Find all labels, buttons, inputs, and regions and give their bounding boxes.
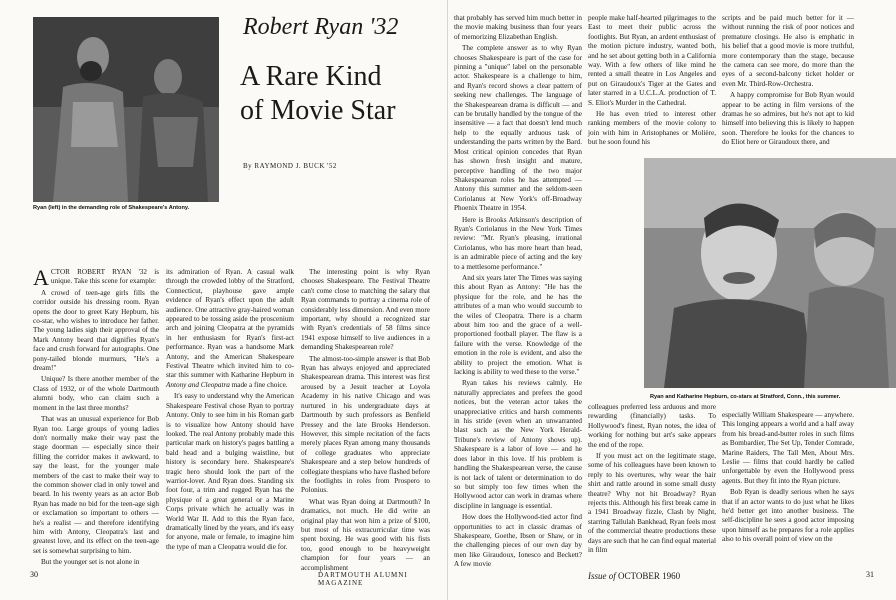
paragraph-text: its admiration of Ryan. A casual walk through the crowded lobby of the Stratford, Connecticut, playhouse gave ample evidence of Ryan's effect upon the adult audience. One attractive gray-haired woman appeared to be tossing aside the proscenium arch and joining Cleopatra at the pyramids in her enthusiasm for Ryan's first-act performance. Ryan was a handsome Mark Antony, and the American Shakespeare Festival Theatre which invited him to co-star this summer with Katharine Hepburn in <box>166 268 294 380</box>
lead-in: CTOR ROBERT RYAN <box>50 268 132 276</box>
issue-date: OCTOBER 1960 <box>618 571 681 581</box>
right-column-2-lower <box>588 403 716 558</box>
title-line-2: of Movie Star <box>240 95 396 126</box>
paragraph: How does the Hollywood-tied actor find opportunities to act in classic dramas of Shakespeare, Goethe, Ibsen or Shaw, or in the challenging pieces of our own day by men like Giraudoux, Ionesco and Beckett? A few movie <box>454 513 582 569</box>
paragraph: A crowd of teen-age girls fills the corridor outside his dressing room. Ryan opens the door to greet Katy Hepburn, his co-star, who wishes to introduce her father. The young ladies sigh their approval of the Mark Antony beard that dignifies Ryan's face and crush forward for autographs. One pony-tailed blonde murmurs, "He's a dream!" <box>33 288 159 373</box>
paragraph: colleagues preferred less arduous and more rewarding (financially) tasks. To Hollywood's finest, Ryan notes, the idea of working for nothing but art's sake appears the end of the rope. <box>588 403 716 449</box>
paragraph: What was Ryan doing at Dartmouth? In dramatics, not much. He did write an original play that won him a prize of $100, but most of his extracurricular time was spent boxing. He was good with his fists too, good enough to be heavyweight champion for four years — an accomplishment <box>301 497 430 572</box>
paragraph: The interesting point is why Ryan chooses Shakespeare. The Festival Theatre can't come close to matching the salary that Ryan commands to portray a cinema role of considerably less dimension. And even more important, why should a recognized star with Ryan's credentials of 58 films since 1941 expose himself to live audiences in a demanding Shakespearean role? <box>301 268 430 352</box>
right-column-1 <box>454 14 582 572</box>
left-column-3 <box>301 268 430 575</box>
issue-line <box>588 571 680 581</box>
paragraph: Bob Ryan is deadly serious when he says that if an actor wants to do just what he likes he'd better get into another business. The self-discipline he sees a good actor imposing upon himself as he prepares for a role applies also to his overall point of view on the <box>722 488 854 544</box>
left-column-2 <box>166 268 294 554</box>
paragraph: It's easy to understand why the American Shakespeare Festival chose Ryan to portray Antony. Only to see him in his Roman garb is to visualize how Antony should have looked. The real Antony probably made this particular mark on history's pages battling a bald head and a bulging waistline, but history is secondary here. Shakespeare's tragic hero should look the part of the warrior-lover. And Ryan does. Standing six foot four, a trim and rugged Ryan has the physique of a great general or a Marine Corps private which he actually was in World War II. Add to this the Ryan face, dramatically lined by the years, and it's easy for anyone, male or female, to imagine him the type of man a Cleopatra would die for. <box>166 392 294 551</box>
paragraph: The almost-too-simple answer is that Bob Ryan has always enjoyed and appreciated Shakespearean drama. This interest was first aroused by a Jesuit teacher at Loyola Academy in his native Chicago and was nurtured in his undergraduate days at Dartmouth by such professors as Benfield Pressey and the late Brooks Henderson. However, this simple recitation of the facts merely places Ryan among many thousands of college graduates who appreciate Shakespeare and a step below hundreds of collegiate thespians who have flashed before the footlights in roles from Prospero to Polonius. <box>301 354 430 495</box>
issue-prefix: Issue of <box>588 571 616 581</box>
byline: By RAYMOND J. BUCK '52 <box>243 162 337 170</box>
paragraph: Ryan takes his reviews calmly. He naturally appreciates and prefers the good notices, but the veteran actor takes the unappreciative critics and harsh comments in his stride (even when an unwarranted blast such as the New York Herald-Tribune's review of Antony shows up). Shakespeare is a labor of love — and he does labor in this love. If his problem is handling the Shakespearean verse, the cause is not lack of talent or determination to do so but simply too few times when the Hollywood actor can work in dramas where discipline in language is essential. <box>454 379 582 510</box>
paragraph-text: '32 is unique. Take this scene for example: <box>50 268 159 286</box>
right-photo-caption: Ryan and Katharine Hepburn, co-stars at Stratford, Conn., this summer. <box>650 394 841 400</box>
paragraph-text: made a fine choice. <box>231 380 288 389</box>
paragraph: that probably has served him much better in the movie making business than four years of memorizing Elizabethan English. <box>454 14 582 41</box>
title-line-1: A Rare Kind <box>240 61 382 92</box>
paragraph: But the younger set is not alone in <box>41 558 140 567</box>
paragraph: And six years later The Times was saying this about Ryan as Antony: "He has the physique for the role, and he has the attributes of a man who would succumb to the wiles of Cleopatra. There is a charm about him too and the grace of a well-proportioned football player. The flaw is a failure with the verse. Knowledge of the emotion in the role is evident, and also the ability to project the emotion. What is lacking is ability to wed these to the verse." <box>454 273 582 377</box>
article-kicker: Robert Ryan '32 <box>243 14 399 40</box>
magazine-name: DARTMOUTH ALUMNI MAGAZINE <box>318 571 408 587</box>
hepburn-photo <box>644 158 896 388</box>
left-page-number: 30 <box>30 570 38 579</box>
paragraph: If you must act on the legitimate stage, some of his colleagues have been known to reply to his overtures, why wear the hair shirt and rattle around in some small dusty theatre? Why not hit Broadway? Ryan rejects this. Although his first break came in a 1941 Broadway fizzle, Clash by Night, starring Tallulah Bankhead, Ryan feels most of the commercial theatre productions these days are such that he can find equal material in film <box>588 452 716 555</box>
right-page <box>448 0 896 600</box>
paragraph: especially William Shakespeare — anywhere. This longing appears a world and a half away from his bread-and-butter roles in such films as Bombardier, The Set Up, Tender Comrade, Marine Raiders, The Tall Men, About Mrs. Leslie — films that could hardly be called unforgettable by even the Hollywood press agents. But they fit into the Ryan picture. <box>722 411 854 485</box>
paragraph: That was an unusual experience for Bob Ryan too. Large groups of young ladies don't normally make their way past the stage doorman — especially since their filling the corridor makes it awkward, to say the least, for the younger male members of the cast to make their way to the common shower clad in only towel and beard. In his twenty years as an actor Bob Ryan has made no bid for the teen-age sigh or exclamation so important to others — he's a realist — and therefore identifying him with Antony, Cleopatra's last and greatest love, and its effect on the teen-age set is somewhat surprising to him. <box>33 415 159 555</box>
antony-photo <box>33 17 219 202</box>
play-title: Antony and Cleopatra <box>166 380 230 389</box>
right-column-3 <box>722 14 854 150</box>
paragraph: scripts and be paid much better for it — without running the risk of poor notices and premature closings. He also is emphatic in his belief that a good movie is more truthful, more contemporary than the stage, because the camera can see more, do more than the eyes of a second-balcony ticket holder or even Mr. Third-Row-Orchestra. <box>722 14 854 88</box>
paragraph: A happy compromise for Bob Ryan would appear to be acting in film versions of the dramas he so admires, but he's not apt to kid himself into believing this is likely to happen soon. Therefore he looks for the chances to do Eliot here or Giraudoux there, and <box>722 91 854 147</box>
paragraph: Here is Brooks Atkinson's description of Ryan's Coriolanus in the New York Times review: "Mr. Ryan's pleasing, irrational Coriolanus, who has more heart than head, is an admirable piece of acting and the key to a mettlesome performance." <box>454 215 582 271</box>
paragraph: He has even tried to interest other ranking members of the movie colony to join with him in Aristophanes or Molière, but he soon found his <box>588 110 716 147</box>
left-column-1 <box>33 265 159 570</box>
paragraph <box>166 268 294 390</box>
right-column-2 <box>588 14 716 150</box>
paragraph: The complete answer as to why Ryan chooses Shakespeare is part of the case for pinning a "unique" label on the personable actor. Shakespeare is a challenge to him, and Ryan's record shows a clear pattern of seeking new challenges. The language of the Shakespearean drama is difficult — and can be brutally handled by the tongue of the insensitive — a fact that doesn't lend much help to the equally arduous task of understanding the parts written by the Bard. Most critical opinion concedes that Ryan has shown fresh insight and mature, perceptive handling of the two major Shakespearean roles he has attempted — Antony this summer and the seldom-seen Coriolanus at New York's off-Broadway Phoenix Theatre in 1954. <box>454 44 582 213</box>
paragraph: Unique? Is there another member of the Class of 1932, or of the whole Dartmouth alumni body, who can claim such a moment in the last three months? <box>33 375 159 412</box>
left-photo-caption: Ryan (left) in the demanding role of Shakespeare's Antony. <box>33 205 190 211</box>
drop-cap: A <box>33 265 49 290</box>
right-column-3-lower <box>722 411 854 547</box>
hepburn-photo-image <box>644 158 896 388</box>
paragraph: people make half-hearted pilgrimages to the East to meet their public across the footlights. But Ryan, an ardent enthusiast of the motion picture industry, wanted both, and he set about getting both in a California way. With a few others of like mind he rented a small theatre in Los Angeles and put on Giraudoux's Tiger at the Gates and later starred in a U.C.L.A. production of T. S. Eliot's Murder in the Cathedral. <box>588 14 716 107</box>
antony-photo-image <box>33 17 219 202</box>
paragraph <box>33 265 159 290</box>
right-page-number: 31 <box>866 570 874 579</box>
article-title <box>240 60 440 128</box>
